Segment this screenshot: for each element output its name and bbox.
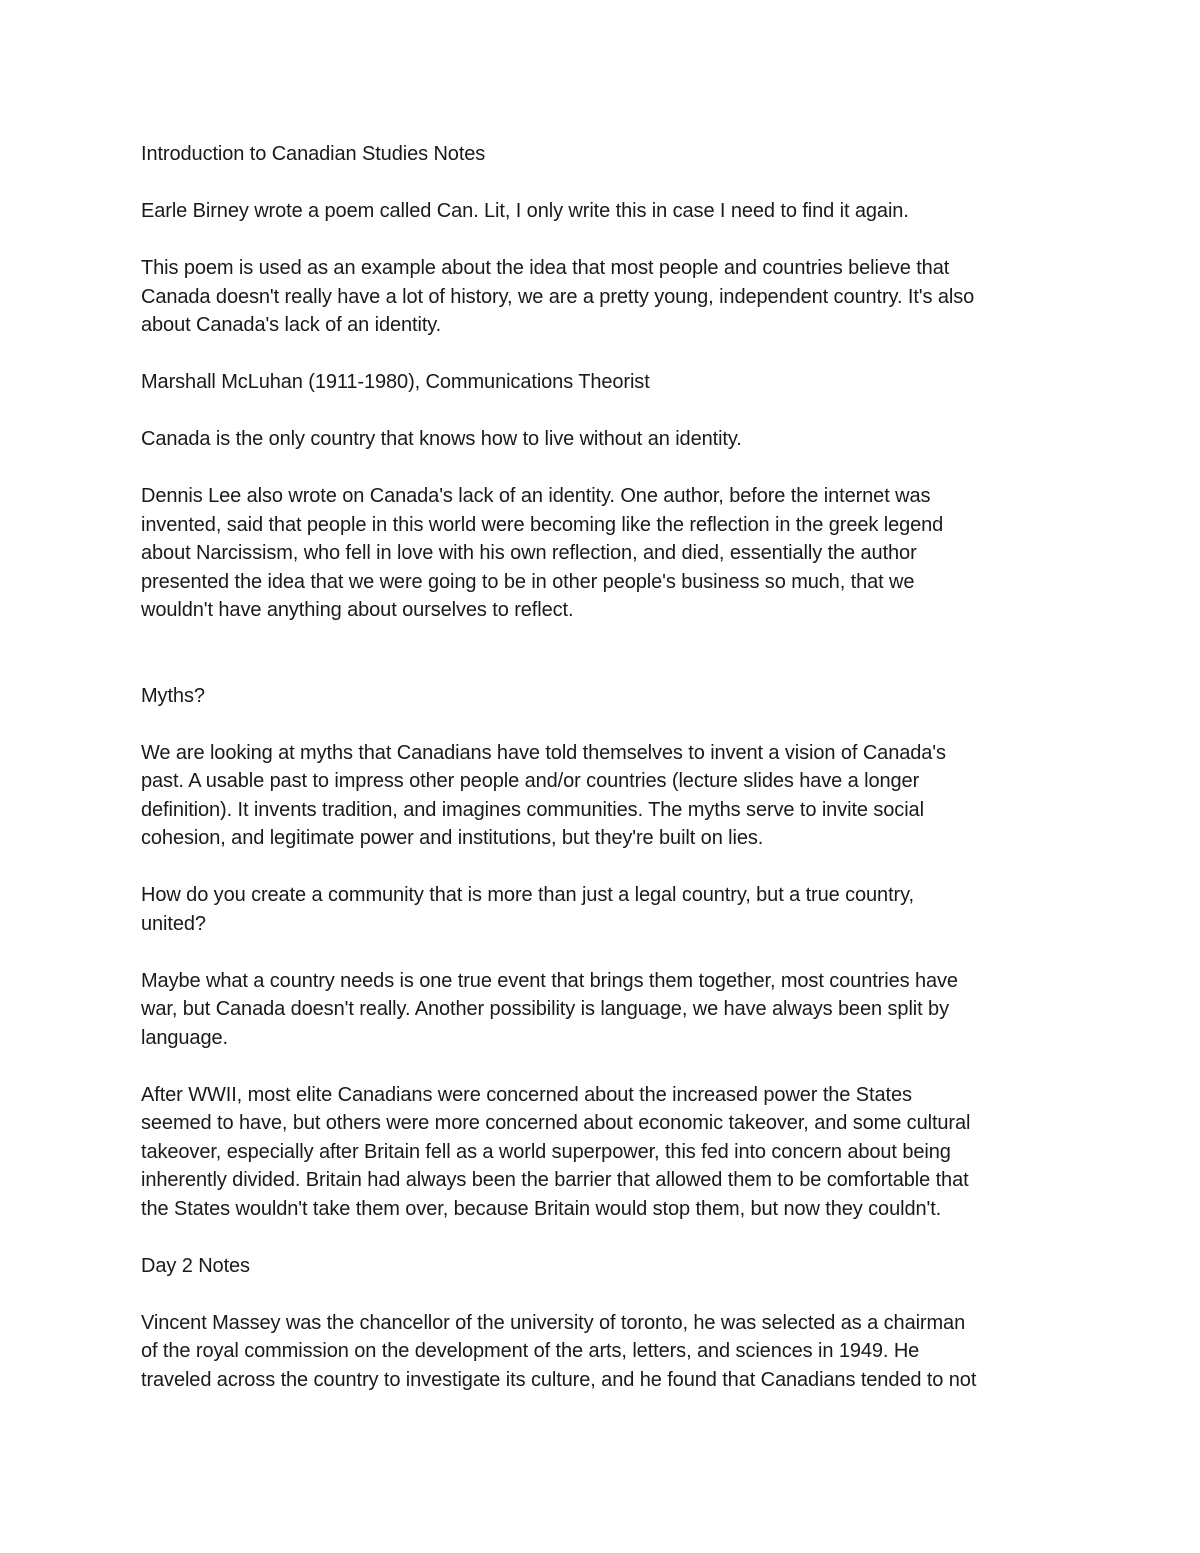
paragraph-after-wwii: After WWII, most elite Canadians were concerned about the increased power the States seemed to have, but others were more concerned about economic takeover, and some cultural takeover, especially after Britain fell as a world superpower, this fed into concern about being inherently divided. Britain had always been the barrier that allowed them to be comfortable that the States wouldn't take them over, because Britain would stop them, but now they couldn't. (141, 1083, 971, 1220)
paragraph-mcluhan: Marshall McLuhan (1911-1980), Communications Theorist (141, 371, 650, 393)
section-heading-day-2: Day 2 Notes (141, 1254, 250, 1277)
section-heading-myths: Myths? (141, 684, 205, 707)
paragraph-dennis-lee: Dennis Lee also wrote on Canada's lack of an identity. One author, before the internet was invented, said that people in this world were becoming like the reflection in the greek legend about Narcissism, who fell in love with his own reflection, and died, essentially the author presented the idea that we were going to be in other people's business so much, that we wouldn't have anything about ourselves to reflect. (141, 485, 944, 621)
paragraph-vincent-massey: Vincent Massey was the chancellor of the university of toronto, he was selected as a chairman of the royal commission on the development of the arts, letters, and sciences in 1949. He traveled across the country to investigate its culture, and he found that Canadians tended to not (141, 1311, 977, 1391)
paragraph-earle-birney: Earle Birney wrote a poem called Can. Lit, I only write this in case I need to find it again. (141, 200, 909, 222)
document-body (141, 140, 1061, 1423)
document-title: Introduction to Canadian Studies Notes (141, 143, 486, 165)
paragraph-unifying-event: Maybe what a country needs is one true event that brings them together, most countries have war, but Canada doesn't really. Another possibility is language, we have always been split by language. (141, 969, 958, 1049)
paragraph-poem-example: This poem is used as an example about the idea that most people and countries believe that Canada doesn't really have a lot of history, we are a pretty young, independent country. It's also about Canada's lack of an identity. (141, 257, 975, 336)
paragraph-community-question: How do you create a community that is more than just a legal country, but a true country, united? (141, 884, 914, 935)
paragraph-myths: We are looking at myths that Canadians have told themselves to invent a vision of Canada's past. A usable past to impress other people and/or countries (lecture slides have a longer definition). It invents tradition, and imagines communities. The myths serve to invite social cohesion, and legitimate power and institutions, but they're built on lies. (141, 741, 946, 849)
paragraph-identity-quote: Canada is the only country that knows how to live without an identity. (141, 428, 742, 450)
